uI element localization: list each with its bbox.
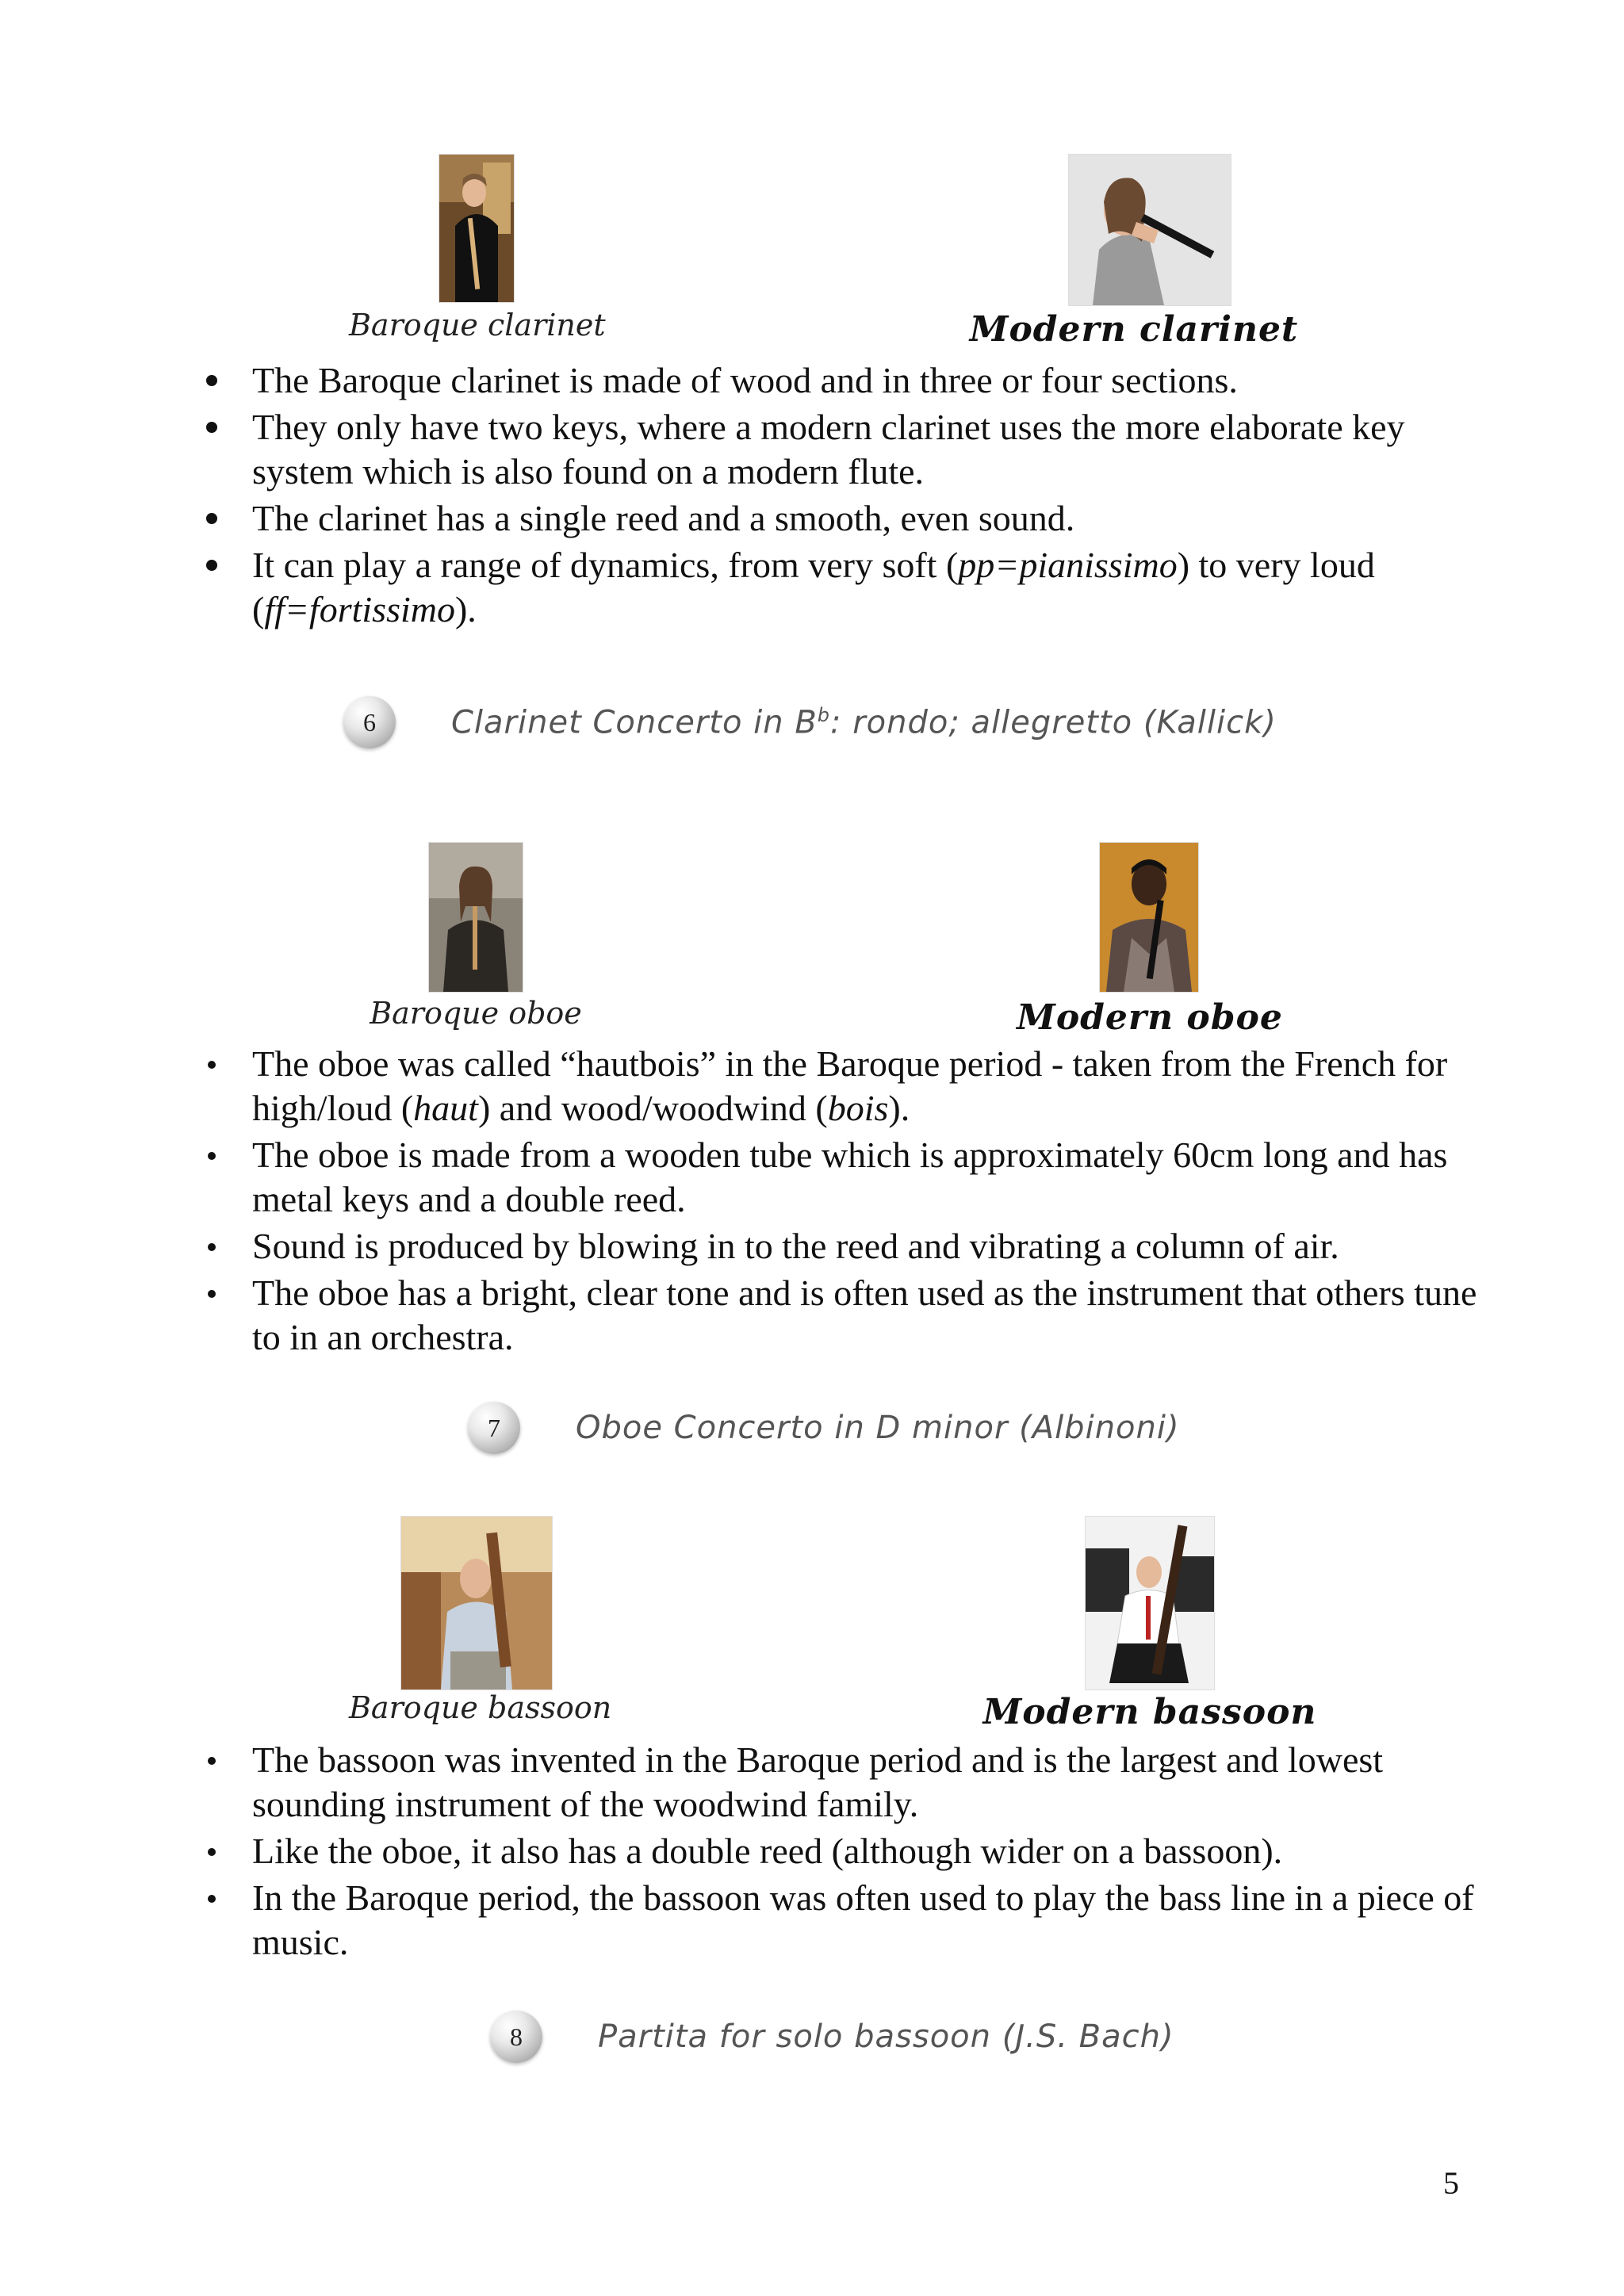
track-8 [490,2011,1174,2063]
list-item: The oboe was called “hautbois” in the Baroque period - taken from the French for high/loud (haut) and wood/woodwind (bois). [198,1042,1483,1131]
modern-bassoon-photo [1085,1516,1215,1690]
list-item: The oboe is made from a wooden tube which is approximately 60cm long and has metal keys and a double reed. [198,1133,1483,1222]
cd-icon [490,2011,542,2063]
baroque-bassoon-photo [400,1516,553,1690]
track-title: Clarinet Concerto in $B^b$: rondo; allegretto (Kallick) [451,703,1277,741]
modern-oboe-photo [1099,842,1199,993]
bassoon-facts-list [198,1738,1483,1967]
track-title: Oboe Concerto in D minor (Albinoni) [576,1410,1180,1446]
list-item: The Baroque clarinet is made of wood and in three or four sections. [198,358,1483,403]
track-title: Partita for solo bassoon (J.S. Bach) [598,2019,1174,2055]
track-number: 8 [510,2022,523,2051]
cd-icon [343,696,396,748]
track-7 [468,1402,1180,1454]
list-item: The bassoon was invented in the Baroque period and is the largest and lowest sounding instrument of the woodwind family. [198,1738,1483,1827]
list-item: The oboe has a bright, clear tone and is often used as the instrument that others tune to in an orchestra. [198,1271,1483,1360]
list-item: Like the oboe, it also has a double reed (although wider on a bassoon). [198,1829,1483,1873]
track-number: 6 [363,707,376,737]
baroque-oboe-photo [428,842,523,993]
modern-bassoon-caption: Modern bassoon [982,1692,1317,1732]
baroque-clarinet-photo [439,154,515,303]
modern-oboe-caption: Modern oboe [1017,997,1283,1038]
modern-clarinet-caption: Modern clarinet [969,309,1299,350]
list-item: In the Baroque period, the bassoon was often used to play the bass line in a piece of music. [198,1876,1483,1965]
list-item: The clarinet has a single reed and a smooth, even sound. [198,496,1483,541]
list-item: It can play a range of dynamics, from very soft (pp=pianissimo) to very loud (ff=fortissimo). [198,543,1483,632]
list-item: They only have two keys, where a modern clarinet uses the more elaborate key system which is also found on a modern flute. [198,405,1483,494]
cd-icon [468,1402,520,1454]
clarinet-facts-list [198,358,1483,634]
oboe-facts-list [198,1042,1483,1362]
baroque-bassoon-caption: Baroque bassoon [349,1690,612,1725]
list-item: Sound is produced by blowing in to the reed and vibrating a column of air. [198,1224,1483,1269]
modern-clarinet-photo [1068,154,1231,306]
track-6 [343,696,1277,748]
baroque-oboe-caption: Baroque oboe [370,996,582,1031]
track-number: 7 [488,1413,500,1442]
baroque-clarinet-caption: Baroque clarinet [349,308,606,342]
page-number: 5 [1443,2165,1459,2201]
